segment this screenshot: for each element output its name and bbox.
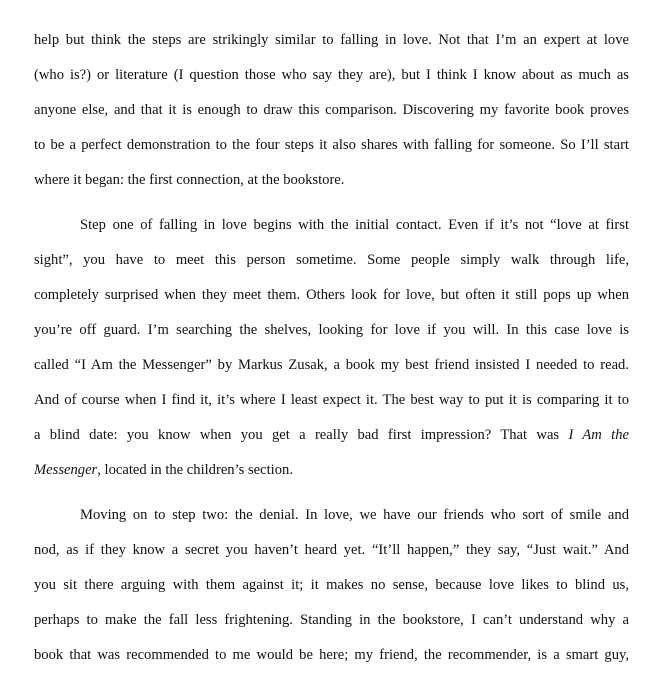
text-line [34,418,629,453]
text-line: book that was recommended to me would be here; my friend, the recommender, is a smart guy, [34,647,629,663]
text-line: anyone else, and that it is enough to draw this comparison. Discovering my favorite book proves [34,102,629,118]
paragraph-spacer [34,198,629,208]
paragraph-1 [34,0,629,198]
text-run: a blind date: you know when you get a really bad first impression? That was [34,427,569,443]
book-title-italic: I Am the [568,427,629,443]
text-line: Step one of falling in love begins with the initial contact. Even if it’s not “love at first [80,217,629,233]
text-line [34,0,629,23]
text-line: nod, as if they know a secret you haven’t heard yet. “It’ll happen,” they say, “Just wait.” And [34,542,629,558]
text-line: to be a perfect demonstration to the four steps it also shares with falling for someone. So I’ll start [34,137,629,153]
text-line: help but think the steps are strikingly similar to falling in love. Not that I’m an expert at love [34,32,629,48]
text-line: where it began: the first connection, at the bookstore. [34,172,345,188]
text-line [34,453,629,488]
text-line: (who is?) or literature (I question those who say they are), but I think I know about as much as [34,67,629,83]
text-run: , located in the children’s section. [97,462,293,478]
text-line: perhaps to make the fall less frightening. Standing in the bookstore, I can’t understand why a [34,612,629,628]
paragraph-3 [34,498,629,673]
text-line: sight”, you have to meet this person sometime. Some people simply walk through life, [34,252,629,268]
text-line: And of course when I find it, it’s where I least expect it. The best way to put it is comparing it to [34,392,629,408]
paragraph-spacer [34,488,629,498]
text-line: called “I Am the Messenger” by Markus Zusak, a book my best friend insisted I needed to read. [34,357,629,373]
text-line: you’re off guard. I’m searching the shelves, looking for love if you will. In this case love is [34,322,629,338]
book-title-italic: Messenger [34,462,98,478]
paragraph-2 [34,208,629,488]
text-line: completely surprised when they meet them. Others look for love, but often it still pops up when [34,287,629,303]
text-line: Moving on to step two: the denial. In love, we have our friends who sort of smile and [80,507,629,523]
text-line: you sit there arguing with them against it; it makes no sense, because love likes to blind us, [34,577,629,593]
document-body [34,0,629,673]
